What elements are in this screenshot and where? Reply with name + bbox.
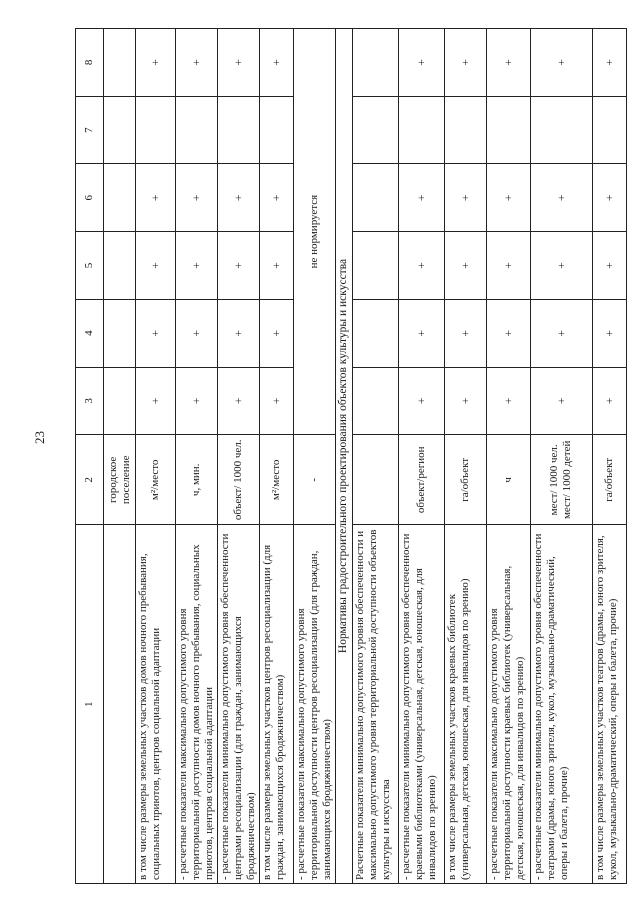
table-row [444,29,486,884]
column-header-3: 3 [76,367,104,435]
column-header-7: 7 [76,96,104,164]
applicability-cell-col-4 [352,299,398,367]
applicability-cell-col-5: + [486,232,530,300]
applicability-cell-col-7 [218,96,260,164]
applicability-cell-col-4: + [444,299,486,367]
applicability-cell-col-3: + [176,367,218,435]
applicability-cell-col-7 [104,96,136,164]
applicability-cell-col-6: + [260,164,294,232]
table-row [176,29,218,884]
applicability-cell-col-5: + [218,232,260,300]
applicability-cell-col-8: + [398,29,444,97]
column-header-6: 6 [76,164,104,232]
unit-cell [352,435,398,525]
header-row [76,29,104,884]
indicator-text: - расчетные показатели максимально допустимого уровня территориальной доступности центров ресоциализации (для граждан, занимающихся бродяжничеством) [294,525,336,884]
table-row [260,29,294,884]
unit-cell: ч, мин. [176,435,218,525]
applicability-cell-col-4: + [218,299,260,367]
applicability-cell-col-7 [592,96,626,164]
table-row [530,29,592,884]
applicability-cell-col-4 [104,299,136,367]
applicability-cell-col-4: + [530,299,592,367]
not-normalized-note: не нормируется [294,29,336,435]
page-number: 23 [32,431,47,444]
applicability-cell-col-4: + [136,299,176,367]
applicability-cell-col-7 [398,96,444,164]
applicability-cell-col-3: + [218,367,260,435]
applicability-cell-col-6: + [444,164,486,232]
applicability-cell-col-8: + [260,29,294,97]
applicability-cell-col-3 [352,367,398,435]
indicator-text: - расчетные показатели максимально допустимого уровня территориальной доступности домов ночного пребывания, социальных приютов, центров социальной адаптации [176,525,218,884]
applicability-cell-col-8: + [486,29,530,97]
column-header-1: 1 [76,525,104,884]
applicability-cell-col-5: + [444,232,486,300]
applicability-cell-col-6: + [486,164,530,232]
indicator-text: - расчетные показатели минимально допустимого уровня обеспеченности театрами (драмы, юного зрителя, кукол, музыкально-драматический, оперы и балета, прочие) [530,525,592,884]
applicability-cell-col-8 [352,29,398,97]
rotated-table-sheet [75,28,619,884]
applicability-cell-col-5: + [260,232,294,300]
indicator-text: в том числе размеры земельных участков краевых библиотек (универсальная, детская, юношеская, для инвалидов по зрению) [444,525,486,884]
applicability-cell-col-8: + [530,29,592,97]
applicability-cell-col-5 [104,232,136,300]
applicability-cell-col-3: + [444,367,486,435]
table-row [136,29,176,884]
unit-cell: ч [486,435,530,525]
unit-cell: городское поселение [104,435,136,525]
applicability-cell-col-8: + [444,29,486,97]
applicability-cell-col-6: + [176,164,218,232]
applicability-cell-col-4: + [486,299,530,367]
indicator-text: в том числе размеры земельных участков центров ресоциализации (для граждан, занимающихся бродяжничеством) [260,525,294,884]
indicator-text [104,525,136,884]
table-row [352,29,398,884]
applicability-cell-col-8: + [136,29,176,97]
applicability-cell-col-4: + [398,299,444,367]
table-row [104,29,136,884]
applicability-cell-col-7 [352,96,398,164]
applicability-cell-col-8 [104,29,136,97]
applicability-cell-col-6: + [398,164,444,232]
applicability-cell-col-5: + [176,232,218,300]
table-row [592,29,626,884]
applicability-cell-col-6 [352,164,398,232]
applicability-cell-col-6: + [218,164,260,232]
applicability-cell-col-7 [136,96,176,164]
applicability-cell-col-8: + [218,29,260,97]
applicability-cell-col-3: + [136,367,176,435]
column-header-4: 4 [76,299,104,367]
applicability-cell-col-6 [104,164,136,232]
applicability-cell-col-7 [530,96,592,164]
table-rotation-frame [75,28,619,884]
applicability-cell-col-3: + [530,367,592,435]
applicability-cell-col-3: + [592,367,626,435]
applicability-cell-col-3 [104,367,136,435]
applicability-cell-col-7 [444,96,486,164]
applicability-cell-col-4: + [592,299,626,367]
applicability-cell-col-6: + [136,164,176,232]
applicability-cell-col-3: + [260,367,294,435]
unit-cell: мест/ 1000 чел. мест/ 1000 детей [530,435,592,525]
indicator-text: в том числе размеры земельных участков домов ночного пребывания, социальных приютов, центров социальной адаптации [136,525,176,884]
unit-cell: га/объект [444,435,486,525]
section-title: Нормативы градостроительного проектирования объектов культуры и искусства [336,29,353,884]
table-row [218,29,260,884]
unit-cell: м²/место [260,435,294,525]
column-header-2: 2 [76,435,104,525]
unit-cell: объект/ 1000 чел. [218,435,260,525]
indicator-text: Расчетные показатели минимально допустимого уровня обеспеченности и максимально допустимого уровня территориальной доступности объектов культуры и искусства [352,525,398,884]
indicator-text: - расчетные показатели минимально допустимого уровня обеспеченности краевыми библиотеками (универсальная, детская, юношеская, для инвалидов по зрению) [398,525,444,884]
applicability-cell-col-3: + [486,367,530,435]
column-header-8: 8 [76,29,104,97]
unit-cell: объект/регион [398,435,444,525]
applicability-cell-col-8: + [592,29,626,97]
applicability-cell-col-5: + [136,232,176,300]
applicability-cell-col-5: + [592,232,626,300]
indicator-text: в том числе размеры земельных участков театров (драмы, юного зрителя, кукол, музыкально-драматический, оперы и балета, прочие) [592,525,626,884]
table-row [294,29,336,884]
indicator-text: - расчетные показатели максимально допустимого уровня территориальной доступности краевых библиотек (универсальная, детская, юношеская, для инвалидов по зрению) [486,525,530,884]
applicability-cell-col-5: + [398,232,444,300]
column-header-5: 5 [76,232,104,300]
unit-cell: м²/место [136,435,176,525]
table-row [486,29,530,884]
applicability-cell-col-7 [260,96,294,164]
table-row [398,29,444,884]
applicability-cell-col-4: + [260,299,294,367]
unit-cell: - [294,435,336,525]
applicability-cell-col-5 [352,232,398,300]
applicability-cell-col-8: + [176,29,218,97]
applicability-cell-col-3: + [398,367,444,435]
indicator-text: - расчетные показатели минимально допустимого уровня обеспеченности центрами ресоциализации (для граждан, занимающихся бродяжничеством) [218,525,260,884]
applicability-cell-col-5: + [530,232,592,300]
applicability-cell-col-7 [176,96,218,164]
unit-cell: га/объект [592,435,626,525]
applicability-cell-col-7 [486,96,530,164]
urban-planning-norms-table [75,28,627,884]
applicability-cell-col-6: + [592,164,626,232]
section-row [336,29,353,884]
applicability-cell-col-4: + [176,299,218,367]
applicability-cell-col-6: + [530,164,592,232]
